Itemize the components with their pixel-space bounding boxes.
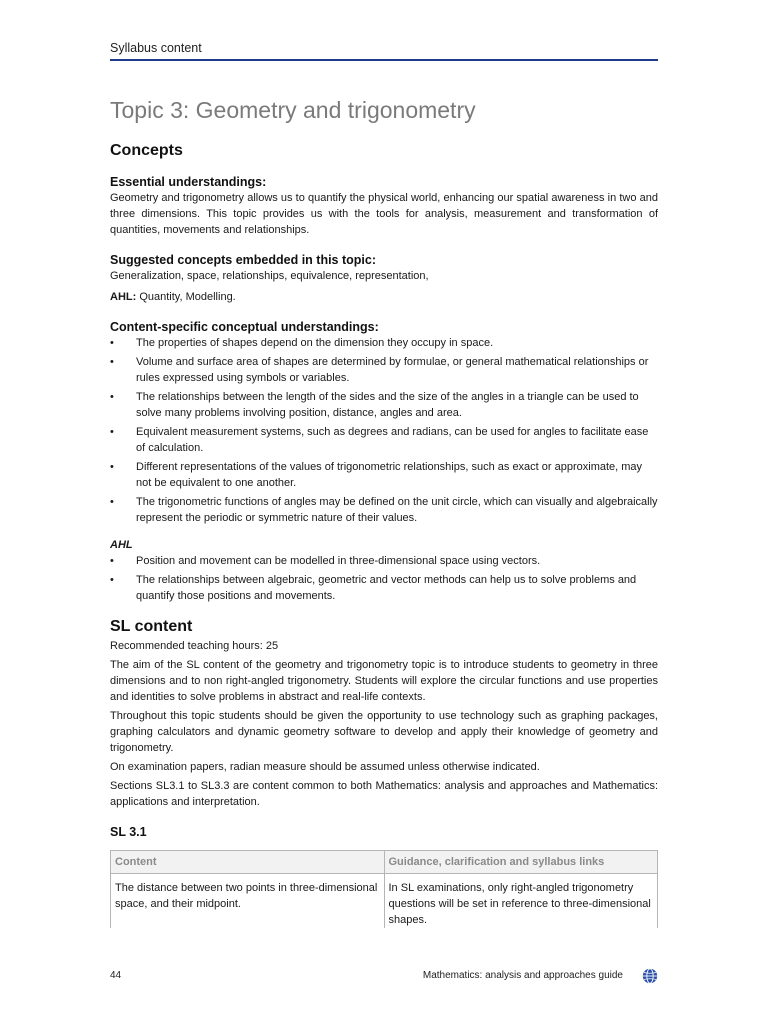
sl-paragraph: Throughout this topic students should be given the opportunity to use technology such as graphing packages, graphing calculators and dynamic geometry software to develop and apply their knowledge of geometry and trigonometry. <box>110 710 658 754</box>
sl-paragraph: Sections SL3.1 to SL3.3 are content common to both Mathematics: analysis and approaches and Mathematics: applications and interpretation. <box>110 780 658 808</box>
list-item: • The relationships between the length of the sides and the size of the angles in a triangle can be used to solve many problems involving position, distance, angles and area. <box>110 391 639 419</box>
suggested-concepts-heading: Suggested concepts embedded in this topic: <box>110 253 377 267</box>
sl-paragraph: On examination papers, radian measure should be assumed unless otherwise indicated. <box>110 761 540 773</box>
table-row <box>111 874 658 929</box>
suggested-concepts-text: Generalization, space, relationships, equivalence, representation, <box>110 270 429 282</box>
column-header-guidance: Guidance, clarification and syllabus links <box>384 851 658 874</box>
header-rule <box>110 59 658 61</box>
bullet-icon: • <box>110 337 114 349</box>
list-item: • The relationships between algebraic, geometric and vector methods can help us to solve problems and quantify those positions and movements. <box>110 574 637 602</box>
syllabus-table <box>110 850 658 928</box>
ahl-label: AHL <box>110 539 133 551</box>
table-header-row <box>111 851 658 874</box>
list-item: • The properties of shapes depend on the dimension they occupy in space. <box>110 337 494 349</box>
list-item: • Position and movement can be modelled in three-dimensional space using vectors. <box>110 555 541 567</box>
sl-content-heading: SL content <box>110 618 193 635</box>
bullet-icon: • <box>110 391 114 403</box>
ahl-understandings-list <box>110 553 658 604</box>
conceptual-understandings-list <box>110 335 658 526</box>
ahl-prefix: AHL: <box>110 291 137 303</box>
content-specific-heading: Content-specific conceptual understandings: <box>110 320 379 334</box>
list-item: • Volume and surface area of shapes are determined by formulae, or general mathematical relationships or rules expressed using symbols or variables. <box>110 356 649 384</box>
list-item: • Different representations of the values of trigonometric relationships, such as exact or approximate, may not be equivalent to one another. <box>110 461 643 489</box>
bullet-icon: • <box>110 356 114 368</box>
teaching-hours: Recommended teaching hours: 25 <box>110 640 279 652</box>
ahl-concepts-text: Quantity, Modelling. <box>136 291 236 303</box>
bullet-icon: • <box>110 496 114 508</box>
main-content <box>110 142 658 928</box>
essential-understandings-heading: Essential understandings: <box>110 175 267 189</box>
sl31-heading: SL 3.1 <box>110 825 147 839</box>
list-item: • Equivalent measurement systems, such as degrees and radians, can be used for angles to facilitate ease of calculation. <box>110 426 649 454</box>
page-title: Topic 3: Geometry and trigonometry <box>110 97 476 123</box>
running-head: Syllabus content <box>110 41 202 55</box>
guide-title: Mathematics: analysis and approaches guide <box>422 970 623 981</box>
ib-globe-logo-icon <box>642 968 658 984</box>
bullet-icon: • <box>110 555 114 567</box>
page-number: 44 <box>110 970 122 981</box>
sl-paragraph: The aim of the SL content of the geometry and trigonometry topic is to introduce students to geometry in three dimensions and to non right-angled trigonometry. Students will explore the circular functions and use properties and identities to solve problems in abstract and real-life contexts. <box>110 659 658 703</box>
bullet-icon: • <box>110 574 114 586</box>
column-header-content: Content <box>111 851 385 874</box>
table-cell-guidance: In SL examinations, only right-angled trigonometry questions will be set in reference to three-dimensional shapes. <box>384 874 658 929</box>
bullet-icon: • <box>110 426 114 438</box>
table-cell-content: The distance between two points in three-dimensional space, and their midpoint. <box>111 874 385 929</box>
concepts-heading: Concepts <box>110 142 183 159</box>
list-item: • The trigonometric functions of angles may be defined on the unit circle, which can visually and algebraically represent the periodic or symmetric nature of their values. <box>110 496 658 524</box>
essential-understandings-text: Geometry and trigonometry allows us to quantify the physical world, enhancing our spatial awareness in two and three dimensions. This topic provides us with the tools for analysis, measurement and transformation of quantities, movements and relationships. <box>110 192 658 236</box>
ahl-concepts-line <box>110 289 658 305</box>
bullet-icon: • <box>110 461 114 473</box>
